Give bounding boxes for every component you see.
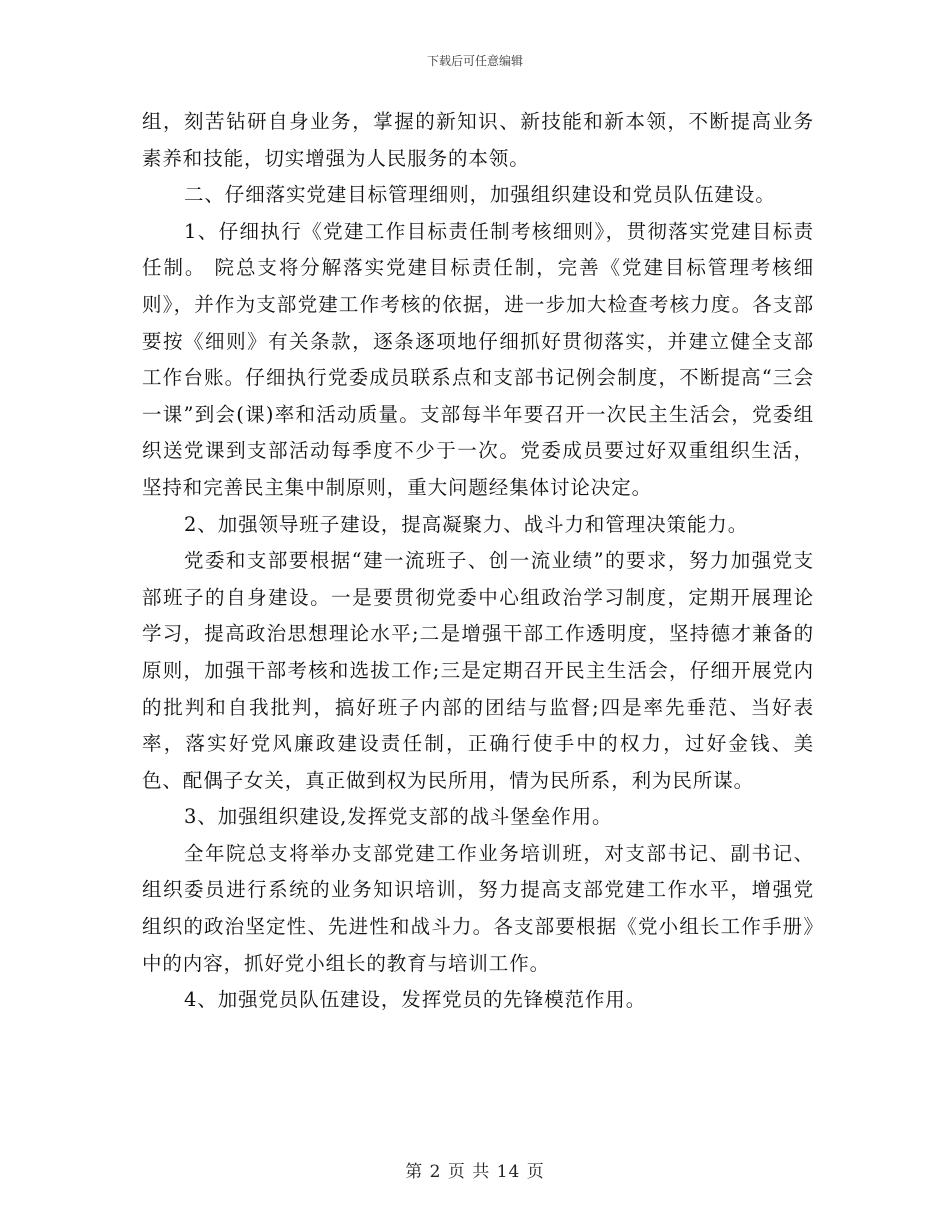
paragraph-item-2-body: 党委和支部要根据“建一流班子、创一流业绩”的要求，努力加强党支部班子的自身建设。一是要贯彻党委中心组政治学习制度，定期开展理论学习，提高政治思想理论水平;二是增强干部工作透明度，坚持德才兼备的原则，加强干部考核和选拔工作;三是定期召开民主生活会，仔细开展党内的批判和自我批判，搞好班子内部的团结与监督;四是率先垂范、当好表率，落实好党风廉政建设责任制，正确行使手中的权力，过好金钱、美色、配偶子女关，真正做到权为民所用，情为民所系，利为民所谋。 [142,549,814,792]
paragraph-item-3-body: 全年院总支将举办支部党建工作业务培训班，对支部书记、副书记、组织委员进行系统的业务知识培训，努力提高支部党建工作水平，增强党组织的政治坚定性、先进性和战斗力。各支部要根据《党小组长工作手册》中的内容，抓好党小组长的教育与培训工作。 [142,841,814,975]
subheading-item-4: 4、加强党员队伍建设，发挥党员的先锋模范作用。 [184,988,647,1012]
paragraph-item-1: 1、仔细执行《党建工作目标责任制考核细则》，贯彻落实党建目标责任制。 院总支将分解落实党建目标责任制，完善《党建目标管理考核细则》，并作为支部党建工作考核的依据，进一步加大检查考核力度。各支部要按《细则》有关条款，逐条逐项地仔细抓好贯彻落实，并建立健全支部工作台账。仔细执行党委成员联系点和支部书记例会制度，不断提高“三会一课”到会(课)率和活动质量。支部每半年要召开一次民主生活会，党委组织送党课到支部活动每季度不少于一次。党委成员要过好双重组织生活，坚持和完善民主集中制原则，重大问题经集体讨论决定。 [142,219,814,499]
subheading-item-2: 2、加强领导班子建设，提高凝聚力、战斗力和管理决策能力。 [184,512,749,536]
page-header-note: 下载后可任意编辑 [426,54,523,68]
subheading-item-3: 3、加强组织建设,发挥党支部的战斗堡垒作用。 [184,805,613,829]
document-body [142,104,814,1019]
section-heading-2: 二、仔细落实党建目标管理细则，加强组织建设和党员队伍建设。 [184,183,776,207]
page-number: 第 2 页 共 14 页 [405,1162,545,1182]
paragraph-continuation: 组，刻苦钻研自身业务，掌握的新知识、新技能和新本领，不断提高业务素养和技能，切实增强为人民服务的本领。 [142,110,814,170]
